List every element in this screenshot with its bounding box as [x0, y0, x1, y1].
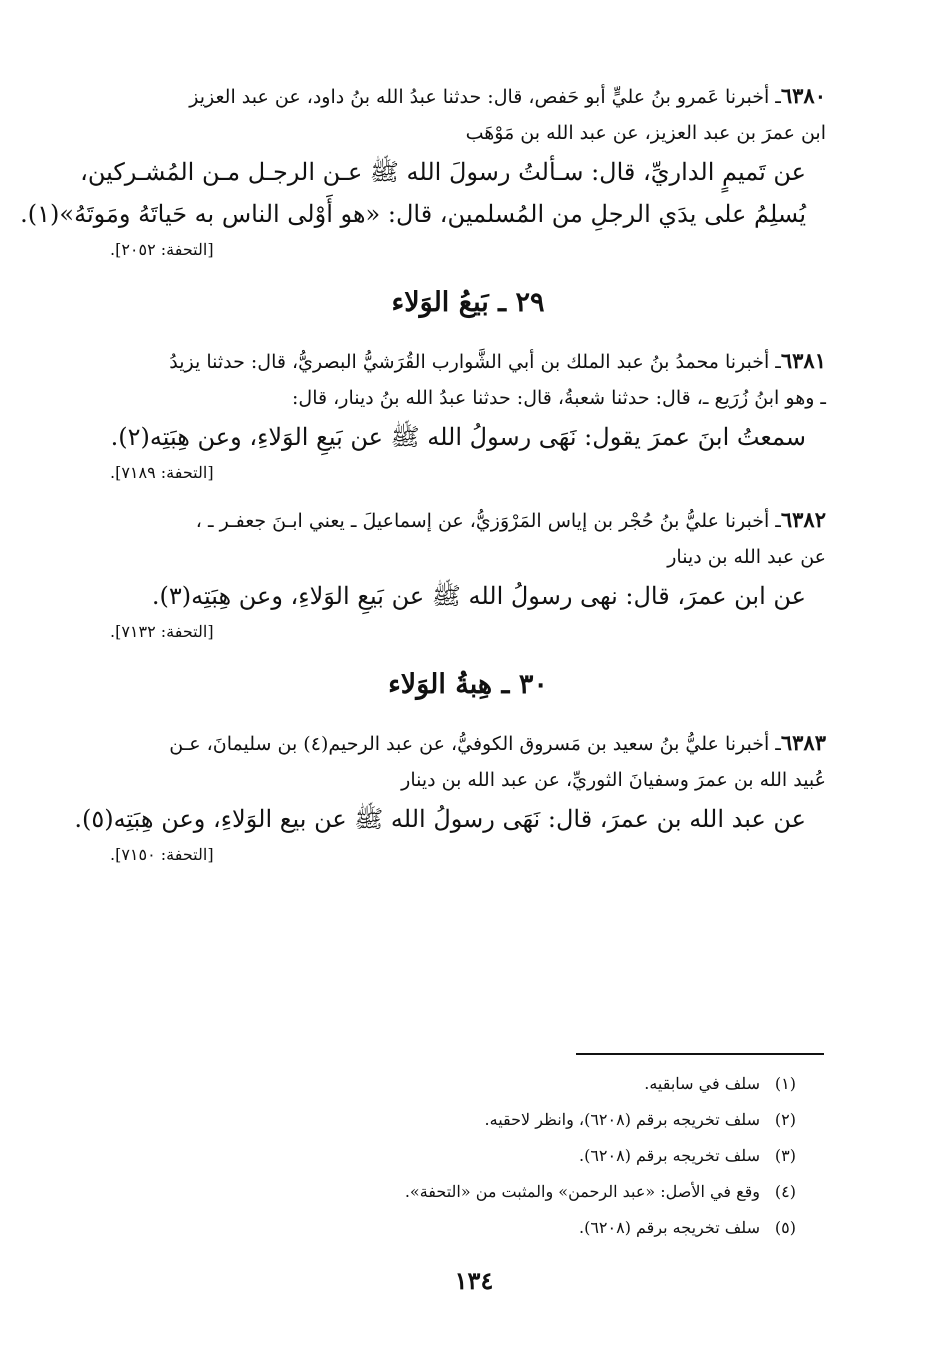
hadith-number: ٦٣٨٣: [780, 730, 826, 755]
matn-line: عن ابن عمرَ، قال: نهى رسولُ الله ﷺ عن بَيعِ الوَلاءِ، وعن هِبَتِه(٣).: [151, 582, 806, 610]
isnad-text: ـ أخبرنا عليُّ بنُ سعيد بن مَسروق الكوفيُّ، عن عبد الرحيم(٤) بن سليمانَ، عـن: [169, 733, 781, 755]
isnad-line: ابن عمرَ بن عبد العزيز، عن عبد الله بن مَوْهَب: [465, 122, 826, 144]
footnote-text: سلف تخريجه برقم (٦٢٠٨).: [578, 1218, 760, 1237]
footnote-item: [300, 1066, 796, 1102]
tuhfa-text: [التحفة: ٧١٥٠].: [110, 845, 214, 864]
tuhfa-text: [التحفة: ٧١٨٩].: [110, 463, 214, 482]
tuhfa-reference: [110, 235, 826, 265]
footnote-number: (٣): [774, 1146, 796, 1165]
isnad-line: [110, 343, 826, 380]
isnad-line: [110, 725, 826, 762]
page-body: [20, 78, 826, 884]
footnotes-divider: [576, 1053, 824, 1055]
matn-line: عن عبد الله بن عمرَ، قال: نَهَى رسولُ الله ﷺ عن بيع الوَلاءِ، وعن هِبَتِه(٥).: [74, 805, 806, 833]
tuhfa-reference: [110, 617, 826, 647]
footnote-text: سلف تخريجه برقم (٦٢٠٨)، وانظر لاحقيه.: [484, 1110, 760, 1129]
footnote-number: (٢): [774, 1110, 796, 1129]
hadith-6380: [20, 78, 826, 265]
tuhfa-reference: [110, 840, 826, 870]
isnad-text: ـ أخبرنا عَمرو بنُ عليٍّ أبو حَفص، قال: حدثنا عبدُ الله بنُ داود، عن عبد العزيز: [189, 86, 781, 108]
hadith-number: ٦٣٨٠: [780, 83, 826, 108]
footnotes: [300, 1066, 796, 1246]
footnote-item: [300, 1174, 796, 1210]
matn-line: عن تَميمٍ الداريِّ، قال: سـألتُ رسولَ الله ﷺ عـن الرجـل مـن المُشـركين،: [80, 158, 806, 186]
footnote-text: سلف في سابقيه.: [644, 1074, 760, 1093]
isnad-line: ـ وهو ابنُ زُرَيع ـ، قال: حدثنا شعبةُ، قال: حدثنا عبدُ الله بنُ دينار، قال:: [292, 387, 826, 409]
footnote-text: وقع في الأصل: «عبد الرحمن» والمثبت من «التحفة».: [404, 1182, 760, 1201]
hadith-6383: [74, 725, 826, 870]
matn-line: سمعتُ ابنَ عمرَ يقول: نَهَى رسولُ الله ﷺ عن بَيعِ الوَلاءِ، وعن هِبَتِه(٢).: [110, 423, 806, 451]
page-number: ١٣٤: [454, 1266, 494, 1295]
footnote-item: [300, 1138, 796, 1174]
hadith-number: ٦٣٨٢: [780, 507, 826, 532]
chapter-heading: ٣٠ ـ هِبةُ الوَلاء: [388, 669, 548, 700]
footnote-number: (٥): [774, 1218, 796, 1237]
isnad-line: عُبيد الله بن عمرَ وسفيانَ الثوريِّ، عن عبد الله بن دينار: [401, 769, 826, 791]
footnote-number: (١): [774, 1074, 796, 1093]
isnad-line: [110, 502, 826, 539]
chapter-heading: ٢٩ ـ بَيعُ الوَلاء: [391, 287, 545, 318]
footnote-item: [300, 1210, 796, 1246]
isnad-line: [110, 78, 826, 115]
matn-line: يُسلِمُ على يدَي الرجلِ من المُسلمين، قال: «هو أَوْلى الناس به حَياتَهُ ومَوتَهُ»(١).: [20, 200, 806, 228]
hadith-number: ٦٣٨١: [780, 348, 826, 373]
hadith-6381: [110, 343, 826, 488]
tuhfa-text: [التحفة: ٢٠٥٢].: [110, 240, 214, 259]
footnote-text: سلف تخريجه برقم (٦٢٠٨).: [578, 1146, 760, 1165]
footnote-item: [300, 1102, 796, 1138]
footnote-number: (٤): [774, 1182, 796, 1201]
tuhfa-reference: [110, 458, 826, 488]
tuhfa-text: [التحفة: ٧١٣٢].: [110, 622, 214, 641]
hadith-6382: [110, 502, 826, 647]
isnad-text: ـ أخبرنا عليُّ بنُ حُجْر بن إياس المَرْوَزيُّ، عن إسماعيلَ ـ يعني ابـنَ جعفـر ـ ،: [195, 510, 781, 532]
isnad-text: ـ أخبرنا محمدُ بنُ عبد الملك بن أبي الشَّوارب القُرَشيُّ البصريُّ، قال: حدثنا يزيدُ: [169, 351, 781, 373]
isnad-line: عن عبد الله بن دينار: [667, 546, 826, 568]
